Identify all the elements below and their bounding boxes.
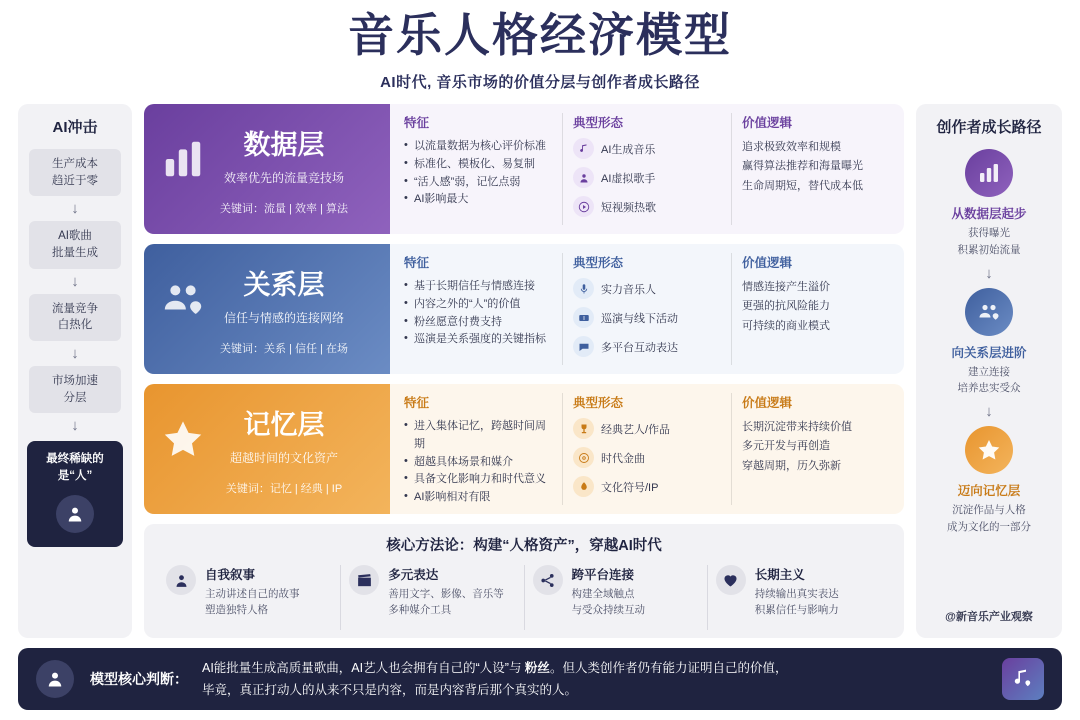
music-note-icon <box>573 138 594 159</box>
forms-title: 典型形态 <box>573 116 624 130</box>
layer-title: 关系层 <box>243 269 325 300</box>
forms-panel <box>562 253 731 365</box>
form-label: AI虚拟歌手 <box>601 172 656 185</box>
value-line: 穿越周期，历久弥新 <box>742 459 841 472</box>
form-item <box>573 196 721 217</box>
flame-icon <box>573 476 594 497</box>
layers-column <box>144 104 904 638</box>
value-list <box>742 138 890 196</box>
layer-data-detail <box>390 104 904 234</box>
footer-line-1 <box>202 657 992 680</box>
methodology-title: 核心方法论：构建“人格资产”，穿越AI时代 <box>386 538 662 554</box>
form-item <box>573 336 721 357</box>
feature-item: • 粉丝愿意付费支持 <box>404 314 552 332</box>
forms-panel <box>562 113 731 225</box>
features-list <box>404 138 552 209</box>
page-subtitle: AI时代, 音乐市场的价值分层与创作者成长路径 <box>380 74 700 92</box>
features-list <box>404 418 552 507</box>
ticket-icon <box>573 307 594 328</box>
layer-data-header <box>144 104 390 234</box>
step-title: 向关系层进阶 <box>951 345 1027 360</box>
form-item <box>573 476 721 497</box>
layer-keywords: 关键词：流量 | 效率 | 算法 <box>220 202 348 215</box>
play-icon <box>573 196 594 217</box>
forms-list <box>573 418 721 497</box>
methodology-item <box>707 565 890 630</box>
down-arrow-icon: ↓ <box>71 345 79 363</box>
form-item <box>573 307 721 328</box>
step-title: 迈向记忆层 <box>957 484 1021 499</box>
form-label: 文化符号/IP <box>601 481 659 494</box>
feature-item: • AI影响最大 <box>404 191 552 209</box>
person-icon <box>36 660 74 698</box>
down-arrow-icon: ↓ <box>985 403 993 421</box>
layer-relation <box>144 244 904 374</box>
layer-data <box>144 104 904 234</box>
bar-chart-icon <box>965 149 1013 197</box>
layer-tagline: 效率优先的流量竞技场 <box>223 170 344 185</box>
feature-item: • “活人感”弱，记忆点弱 <box>404 174 552 192</box>
form-item <box>573 167 721 188</box>
methodology-item-desc: 构建全域触点 与受众持续互动 <box>571 588 645 616</box>
methodology-item-name: 跨平台连接 <box>571 568 635 582</box>
footer-text <box>202 657 992 702</box>
features-panel <box>394 393 562 505</box>
music-heart-icon <box>1002 658 1044 700</box>
microphone-icon <box>573 278 594 299</box>
value-title: 价值逻辑 <box>742 116 793 130</box>
methodology-item-name: 自我叙事 <box>205 568 256 582</box>
value-line: 更强的抗风险能力 <box>742 300 830 313</box>
methodology-item-name: 多元表达 <box>388 568 439 582</box>
feature-item: • AI影响相对有限 <box>404 489 552 507</box>
layer-tagline: 信任与情感的连接网络 <box>223 310 344 325</box>
credit-label: @新音乐产业观察 <box>945 611 1033 623</box>
clapperboard-icon <box>349 565 379 595</box>
chain-item: AI歌曲 批量生成 <box>29 221 121 268</box>
feature-item: • 标准化、模板化、易复制 <box>404 156 552 174</box>
form-item <box>573 447 721 468</box>
layer-relation-detail <box>390 244 904 374</box>
form-label: 实力音乐人 <box>601 283 656 296</box>
step-title: 从数据层起步 <box>951 207 1027 221</box>
feature-item: • 内容之外的“人”的价值 <box>404 296 552 314</box>
methodology-item-desc: 善用文字、影像、音乐等 多种媒介工具 <box>388 588 504 616</box>
methodology-item <box>340 565 523 630</box>
final-scarcity-card: 最终稀缺的 是“人” <box>27 441 123 546</box>
features-title: 特征 <box>404 256 430 270</box>
vinyl-icon <box>573 447 594 468</box>
feature-item: • 超越具体场景和媒介 <box>404 454 552 472</box>
footer-highlight: 粉丝 <box>524 660 550 675</box>
body-area <box>18 104 1062 638</box>
ai-shock-heading: AI冲击 <box>52 119 98 136</box>
layer-title: 记忆层 <box>243 409 325 440</box>
step-desc: 沉淀作品与人格 成为文化的一部分 <box>947 504 1031 533</box>
forms-list <box>573 278 721 357</box>
down-arrow-icon: ↓ <box>71 272 79 290</box>
layer-tagline: 超越时间的文化资产 <box>229 450 338 465</box>
layer-memory-header <box>144 384 390 514</box>
heart-icon <box>716 565 746 595</box>
footer-conclusion <box>18 648 1062 710</box>
forms-title: 典型形态 <box>573 396 624 410</box>
value-title: 价值逻辑 <box>742 396 793 410</box>
form-item <box>573 138 721 159</box>
value-line: 可持续的商业模式 <box>742 319 830 332</box>
value-title: 价值逻辑 <box>742 256 793 270</box>
chain-item: 流量竞争 白热化 <box>29 294 121 341</box>
features-title: 特征 <box>404 116 430 130</box>
person-icon <box>166 565 196 595</box>
methodology-section <box>144 524 904 638</box>
layer-keywords: 关键词：记忆 | 经典 | IP <box>225 482 343 495</box>
value-panel <box>731 113 900 225</box>
form-label: AI生成音乐 <box>601 143 656 156</box>
feature-item: • 基于长期信任与情感连接 <box>404 278 552 296</box>
value-panel <box>731 393 900 505</box>
form-label: 多平台互动表达 <box>601 341 678 354</box>
value-line: 追求极致效率和规模 <box>742 141 841 153</box>
people-heart-icon <box>965 288 1013 336</box>
feature-item: • 以流量数据为核心评价标准 <box>404 138 552 156</box>
form-label: 时代金曲 <box>601 452 645 465</box>
features-title: 特征 <box>404 396 430 410</box>
value-line: 赢得算法推荐和海量曝光 <box>742 160 863 173</box>
value-line: 生命周期短，替代成本低 <box>742 179 863 192</box>
chain-item: 生产成本 趋近于零 <box>29 149 121 196</box>
value-line: 多元开发与再创造 <box>742 440 830 453</box>
layer-title: 数据层 <box>243 129 325 160</box>
methodology-item-desc: 持续输出真实表达 积累信任与影响力 <box>754 588 839 616</box>
feature-item: • 巡演是关系强度的关键指标 <box>404 331 552 349</box>
forms-list <box>573 138 721 217</box>
down-arrow-icon: ↓ <box>71 200 79 218</box>
form-label: 巡演与线下活动 <box>601 312 678 325</box>
value-line: 情感连接产生溢价 <box>742 281 830 293</box>
ai-shock-column <box>18 104 132 638</box>
feature-item: • 具备文化影响力和时代意义 <box>404 471 552 489</box>
down-arrow-icon: ↓ <box>71 417 79 435</box>
trophy-icon <box>573 418 594 439</box>
forms-title: 典型形态 <box>573 256 624 270</box>
growth-path-column <box>916 104 1062 638</box>
methodology-item <box>158 565 340 630</box>
value-list <box>742 418 890 476</box>
chain-item: 市场加速 分层 <box>29 366 121 413</box>
value-panel <box>731 253 900 365</box>
forms-panel <box>562 393 731 505</box>
form-label: 经典艺人/作品 <box>601 423 671 436</box>
layer-keywords: 关键词：关系 | 信任 | 在场 <box>220 342 348 355</box>
methodology-item <box>524 565 707 630</box>
layer-relation-header <box>144 244 390 374</box>
feature-item: • 进入集体记忆，跨越时间周期 <box>404 418 552 454</box>
methodology-items <box>158 565 890 630</box>
header <box>0 0 1080 92</box>
methodology-item-desc: 主动讲述自己的故事 塑造独特人格 <box>205 588 300 616</box>
form-item <box>573 418 721 439</box>
footer-line1-b: 。但人类创作者仍有能力证明自己的价值， <box>549 660 788 675</box>
person-icon <box>56 495 94 533</box>
value-list <box>742 278 890 336</box>
step-desc: 建立连接 培养忠实受众 <box>957 365 1021 395</box>
down-arrow-icon: ↓ <box>985 264 993 282</box>
form-label: 短视频热歌 <box>601 201 656 214</box>
step-desc: 获得曝光 积累初始流量 <box>957 227 1021 256</box>
features-panel <box>394 253 562 365</box>
form-item <box>573 278 721 299</box>
footer-line-2: 毕竟，真正打动人的从来不只是内容，而是内容背后那个真实的人。 <box>202 683 578 697</box>
share-icon <box>533 565 563 595</box>
avatar-icon <box>573 167 594 188</box>
star-icon <box>965 426 1013 474</box>
page-title: 音乐人格经济模型 <box>348 9 732 61</box>
layer-memory <box>144 384 904 514</box>
footer-label: 模型核心判断： <box>90 671 188 687</box>
features-list <box>404 278 552 349</box>
chat-icon <box>573 336 594 357</box>
methodology-item-name: 长期主义 <box>754 568 805 582</box>
value-line: 长期沉淀带来持续价值 <box>742 421 852 433</box>
features-panel <box>394 113 562 225</box>
footer-line1-a: AI能批量生成高质量歌曲，AI艺人也会拥有自己的“人设”与 <box>202 660 525 675</box>
growth-path-heading: 创作者成长路径 <box>936 119 1042 136</box>
layer-memory-detail <box>390 384 904 514</box>
